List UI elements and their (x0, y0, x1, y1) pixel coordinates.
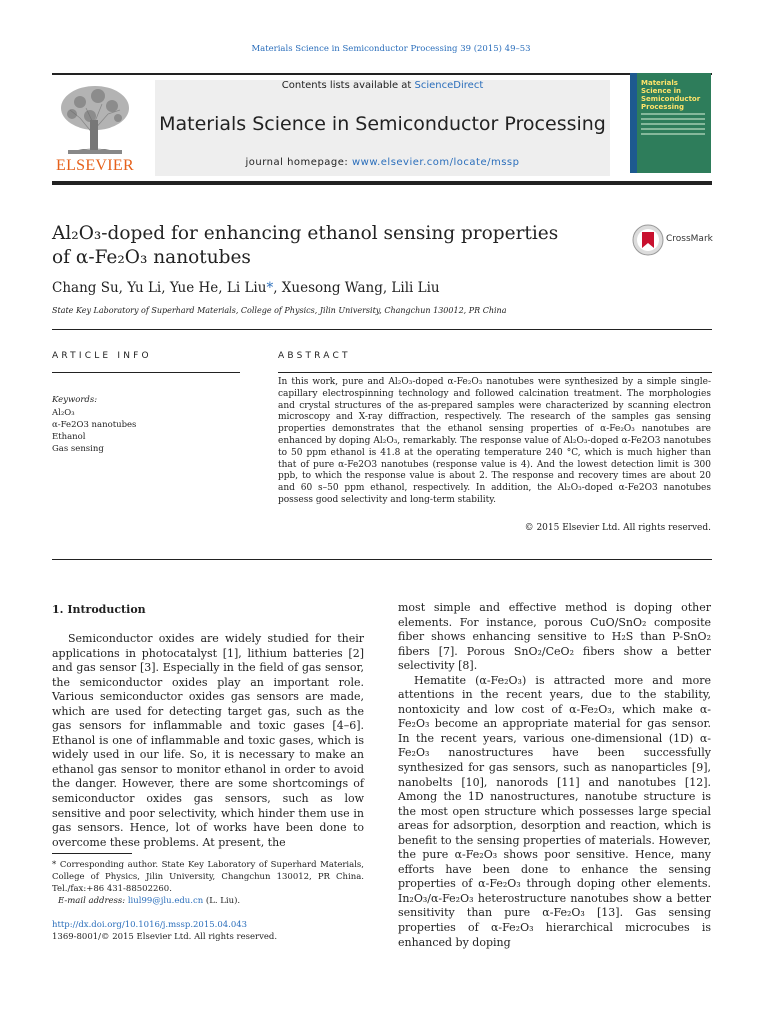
cover-decoration (641, 113, 705, 143)
crossmark-label: CrossMark (666, 234, 713, 244)
abstract-rule (278, 372, 712, 373)
article-info-heading: ARTICLE INFO (52, 351, 152, 361)
body-paragraph: Semiconductor oxides are widely studied for their applications in photocatalyst [1], lithium batteries [2] and gas sensor [3]. Especially in the field of gas sensor, the semiconductor oxides play an important role. Various semiconductor oxides gas sensors are made, which are used for detecting target gas, such as the gas sensors for inflammable and toxic gases [4–6]. Ethanol is one of inflammable and toxic gases, which is widely used in our life. So, it is necessary to make an ethanol gas sensor to monitor ethanol in order to avoid the danger. However, there are some shortcomings of semiconductor oxides gas sensors, such as low sensitive and poor selectivity, which hinder them use in gas sensors. Hence, lot of works have been done to overcome these problems. At present, the (52, 632, 364, 849)
journal-title: Materials Science in Semiconductor Processing (159, 113, 606, 135)
journal-reference[interactable]: Materials Science in Semiconductor Processing 39 (2015) 49–53 (251, 44, 531, 54)
title-line-1: Al₂O₃-doped for enhancing ethanol sensing properties (52, 223, 559, 244)
corresponding-author-mark[interactable]: * (266, 280, 274, 296)
sciencedirect-link[interactable]: ScienceDirect (414, 80, 484, 91)
left-column (52, 632, 364, 850)
divider (52, 559, 712, 560)
cover-stripe (630, 73, 637, 173)
homepage-link[interactable]: www.elsevier.com/locate/mssp (351, 157, 520, 168)
header-rule (52, 73, 712, 75)
publisher-logo-text: ELSEVIER (56, 157, 134, 174)
right-column (398, 601, 711, 950)
crossmark-icon (632, 224, 664, 256)
issn-line: 1369-8001/© 2015 Elsevier Ltd. All rights reserved. (52, 932, 278, 942)
email-label: E-mail address: (58, 896, 128, 906)
keyword-item: Gas sensing (52, 444, 104, 454)
authors-part-1: Chang Su, Yu Li, Yue He, Li Liu (52, 280, 267, 296)
cover-title: Materials Science in Semiconductor Processing (641, 79, 701, 111)
crossmark-badge[interactable] (632, 224, 722, 256)
keywords-label: Keywords: (52, 395, 98, 405)
journal-cover-thumbnail[interactable] (630, 73, 711, 173)
article-info-rule (52, 372, 240, 373)
email-line (52, 895, 364, 907)
footnote-rule (52, 853, 132, 854)
body-paragraph: Hematite (α-Fe₂O₃) is attracted more and more attentions in the recent years, due to the stability, nontoxicity and low cost of α-Fe₂O₃, which make α-Fe₂O₃ become an appropriate material for gas sensor. In the recent years, various one-dimensional (1D) α-Fe₂O₃ nanostructures have been successfully synthesized for gas sensors, such as nanoparticles [9], nanobelts [10], nanorods [11] and nanotubes [12]. Among the 1D nanostructures, nanotube structure is the most open structure which possesses large special areas for adsorption, desorption and reaction, which is benefit to the sensing properties of materials. However, the pure α-Fe₂O₃ shows poor sensitive. Hence, many efforts have been done to enhance the sensing properties of α-Fe₂O₃ through doping other elements. In₂O₃/α-Fe₂O₃ heterostructure nanotubes show a better sensitivity than pure α-Fe₂O₃ [13]. Gas sensing properties of α-Fe₂O₃ hierarchical microcubes is enhanced by doping (398, 673, 711, 949)
abstract-copyright: © 2015 Elsevier Ltd. All rights reserved. (524, 523, 711, 533)
contents-prefix: Contents lists available at (281, 80, 415, 91)
title-line-2: of α-Fe₂O₃ nanotubes (52, 247, 251, 268)
author-list (52, 280, 440, 296)
contents-line (155, 80, 610, 91)
keyword-item: α-Fe2O3 nanotubes (52, 420, 137, 430)
journal-homepage (155, 157, 610, 168)
affiliation: State Key Laboratory of Superhard Materials, College of Physics, Jilin University, Changchun 130012, PR China (52, 306, 507, 315)
keyword-list (52, 407, 136, 455)
keyword-item: Ethanol (52, 432, 86, 442)
section-heading: 1. Introduction (52, 603, 146, 616)
footnote (52, 859, 364, 907)
abstract-heading: ABSTRACT (278, 351, 351, 361)
email-suffix: (L. Liu). (203, 896, 241, 906)
header-bottom-rule (52, 181, 712, 185)
article-title (52, 222, 612, 270)
corresponding-author-note: * Corresponding author. State Key Laboratory of Superhard Materials, College of Physics, Jilin University, Changchun 130012, PR China. Tel./fax:+86 431-88502260. (52, 860, 364, 894)
email-link[interactable]: liul99@jlu.edu.cn (127, 896, 204, 906)
abstract-text: In this work, pure and Al₂O₃-doped α-Fe₂O₃ nanotubes were synthesized by a simple single-capillary electrospinning technology and followed calcination treatment. The morphologies and crystal structures of the as-prepared samples were characterized by scanning electron microscopy and X-ray diffraction, respectively. The research of the samples gas sensing properties demonstrates that the ethanol sensing properties of α-Fe₂O₃ nanotubes are enhanced by doping Al₂O₃, remarkably. The response value of Al₂O₃-doped α-Fe2O3 nanotubes to 50 ppm ethanol is 41.8 at the operating temperature 240 °C, which is much higher than that of pure α-Fe2O3 nanotubes (response value is 4). And the lowest detection limit is 300 ppb, to which the response value is about 2. The response and recovery times are about 20 and 60 s–50 ppm ethanol, respectively. In addition, the Al₂O₃-doped α-Fe2O3 nanotubes possess good selectivity and long-term stability. (278, 377, 711, 505)
keyword-item: Al₂O₃ (52, 408, 75, 418)
divider (52, 329, 712, 330)
doi-link[interactable]: http://dx.doi.org/10.1016/j.mssp.2015.04.043 (52, 920, 248, 930)
authors-part-2: , Xuesong Wang, Lili Liu (273, 280, 440, 296)
homepage-prefix: journal homepage: (245, 157, 352, 168)
body-paragraph: most simple and effective method is doping other elements. For instance, porous CuO/SnO₂ composite fiber shows enhancing sensitive to H₂S than P-SnO₂ fibers [7]. Porous SnO₂/CeO₂ fibers show a better selectivity [8]. (398, 601, 711, 673)
